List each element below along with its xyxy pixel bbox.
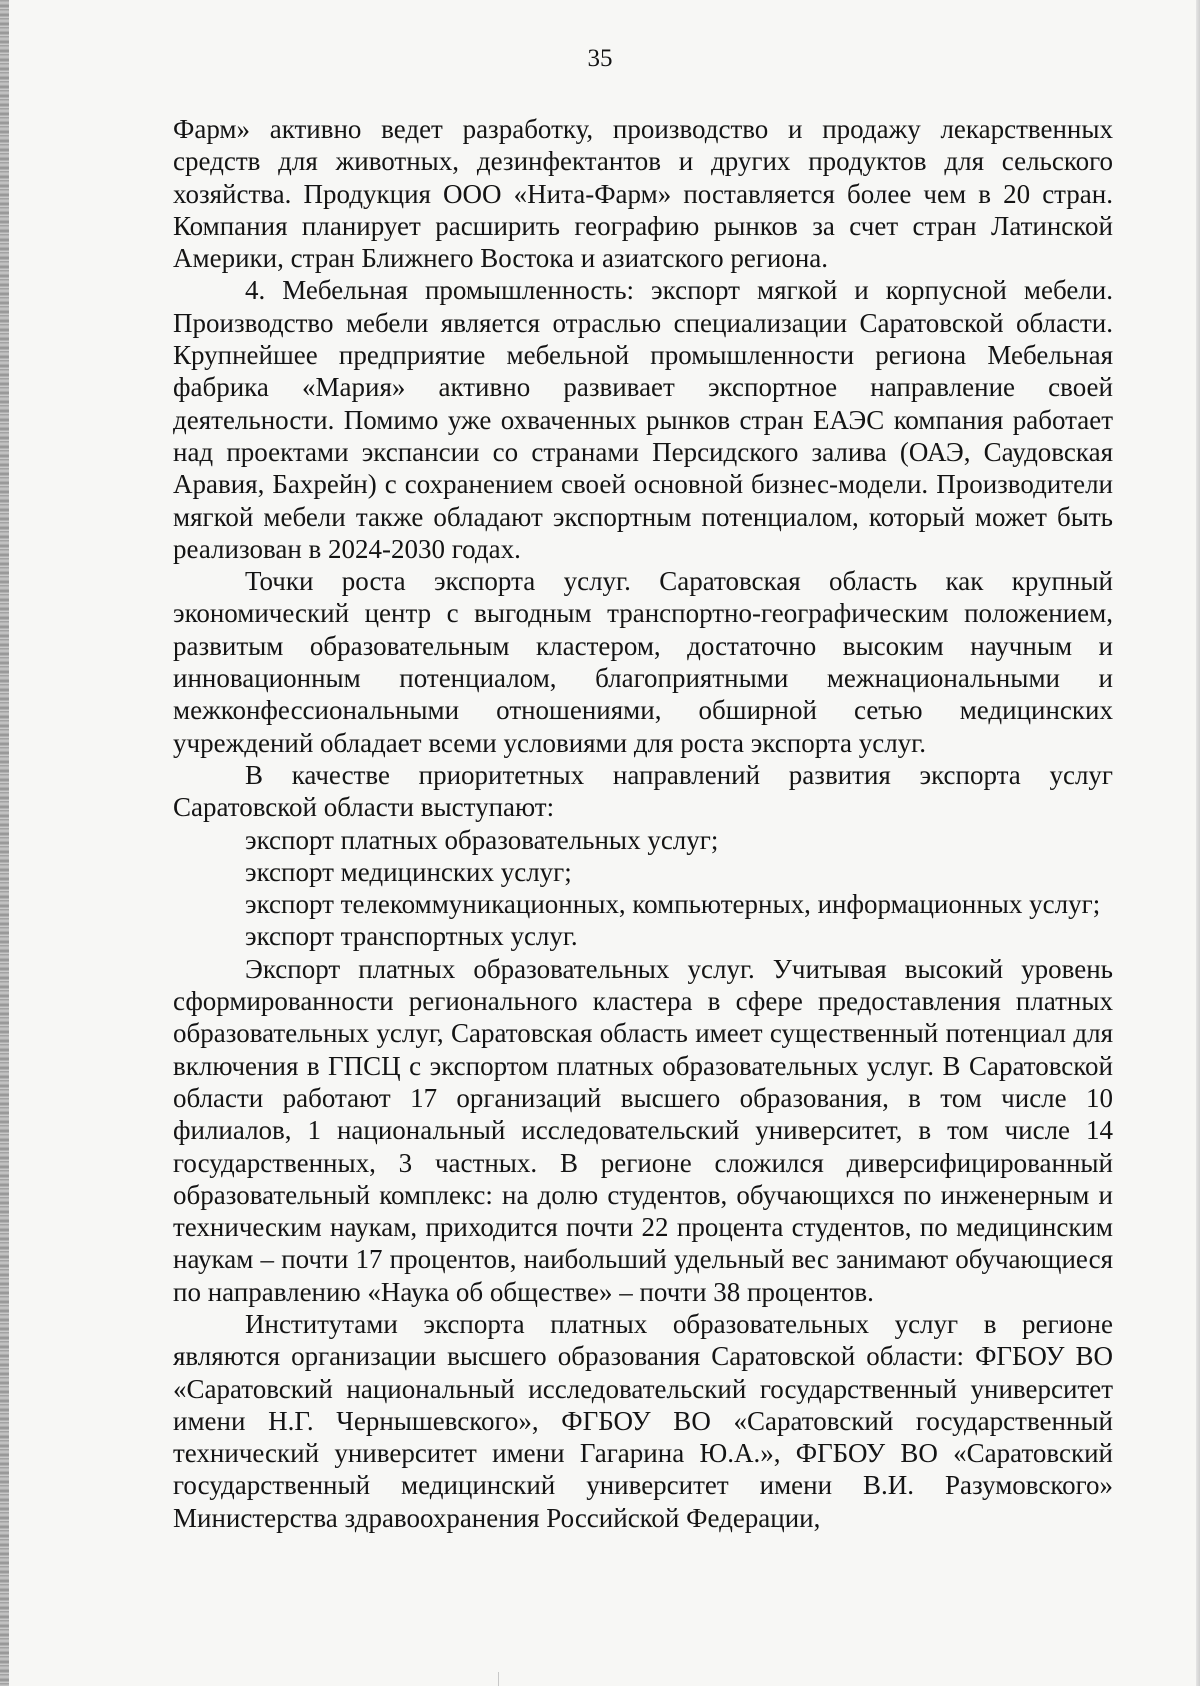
list-item: экспорт платных образовательных услуг;: [245, 824, 719, 855]
paragraph-educational-services: Экспорт платных образовательных услуг. Учитывая высокий уровень сформированности регионального кластера в сфере предоставления платных образовательных услуг, Саратовская область имеет существенный потенциал для включения в ГПСЦ с экспортом платных образовательных услуг. В Саратовской области работают 17 организаций высшего образования, в том числе 10 филиалов, 1 национальный исследовательский университет, в том числе 14 государственных, 3 частных. В регионе сложился диверсифицированный образовательный комплекс: на долю студентов, обучающихся по инженерным и техническим наукам, приходится почти 22 процента студентов, по медицинским наукам – почти 17 процентов, наибольший удельный вес занимают обучающиеся по направлению «Наука об обществе» – почти 38 процентов.: [173, 953, 1113, 1307]
list-item: экспорт телекоммуникационных, компьютерных, информационных услуг;: [245, 889, 1101, 920]
list-item: экспорт транспортных услуг.: [245, 921, 578, 952]
paragraph-growth-points: Точки роста экспорта услуг. Саратовская область как крупный экономический центр с выгодным транспортно-географическим положением, развитым образовательным кластером, достаточно высоким научным и инновационным потенциалом, благоприятными межнациональными и межконфессиональными отношениями, обширной сетью медицинских учреждений обладает всеми условиями для роста экспорта услуг.: [173, 566, 1113, 758]
scan-edge-left: [0, 0, 9, 1686]
scan-artifact: [498, 1672, 499, 1686]
page-number: 35: [587, 45, 613, 72]
scan-edge-right: [1196, 0, 1200, 1686]
document-body: [173, 113, 1113, 1534]
paragraph-priority-directions: В качестве приоритетных направлений развития экспорта услуг Саратовской области выступают:: [173, 759, 1113, 823]
paragraph-furniture-industry: 4. Мебельная промышленность: экспорт мягкой и корпусной мебели. Производство мебели является отраслью специализации Саратовской области. Крупнейшее предприятие мебельной промышленности региона Мебельная фабрика «Мария» активно развивает экспортное направление своей деятельности. Помимо уже охваченных рынков стран ЕАЭС компания работает над проектами экспансии со странами Персидского залива (ОАЭ, Саудовская Аравия, Бахрейн) с сохранением своей основной бизнес-модели. Производители мягкой мебели также обладают экспортным потенциалом, который может быть реализован в 2024-2030 годах.: [173, 275, 1113, 564]
paragraph-continuation: Фарм» активно ведет разработку, производство и продажу лекарственных средств для животных, дезинфектантов и других продуктов для сельского хозяйства. Продукция ООО «Нита-Фарм» поставляется более чем в 20 стран. Компания планирует расширить географию рынков за счет стран Латинской Америки, стран Ближнего Востока и азиатского региона.: [173, 114, 1113, 274]
list-item: экспорт медицинских услуг;: [245, 856, 572, 887]
paragraph-export-institutions: Институтами экспорта платных образовательных услуг в регионе являются организации высшего образования Саратовской области: ФГБОУ ВО «Саратовский национальный исследовательский государственный университет имени Н.Г. Чернышевского», ФГБОУ ВО «Саратовский государственный технический университет имени Гагарина Ю.А.», ФГБОУ ВО «Саратовский государственный медицинский университет имени В.И. Разумовского» Министерства здравоохранения Российской Федерации,: [173, 1308, 1113, 1533]
